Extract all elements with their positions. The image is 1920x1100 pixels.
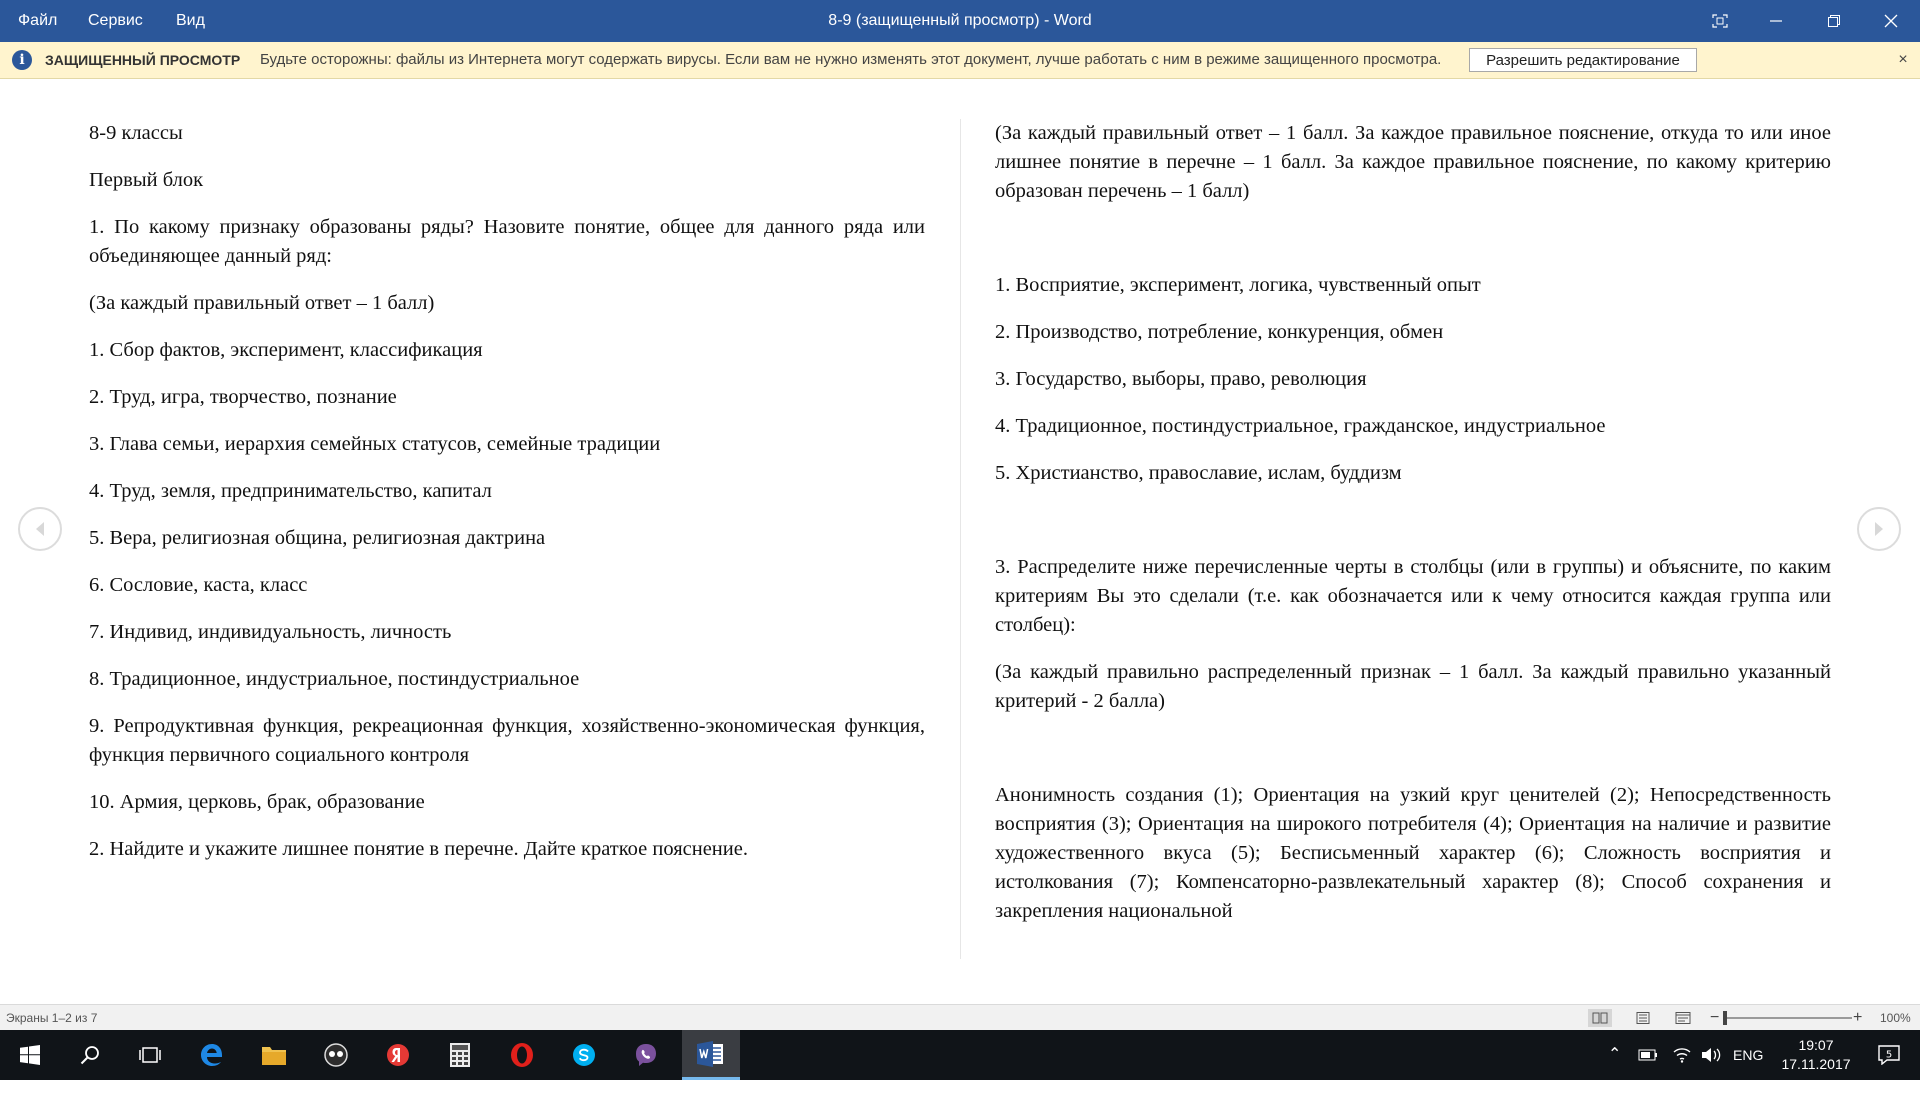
status-bar xyxy=(0,1004,1920,1031)
doc-paragraph: (За каждый правильный ответ – 1 балл. За каждое правильное пояснение, откуда то или иное лишнее понятие в перечне – 1 балл. За каждое правильное пояснение, по какому критерию образован перечень – 1 балл) xyxy=(995,122,1831,202)
doc-paragraph: 4. Труд, земля, предпринимательство, капитал xyxy=(89,480,492,502)
folder-icon xyxy=(261,1044,287,1066)
protected-view-message: Будьте осторожны: файлы из Интернета могут содержать вирусы. Если вам не нужно изменять этот документ, лучше работать с ним в режиме защищенного просмотра. xyxy=(260,51,1442,68)
taskbar xyxy=(0,1030,1920,1080)
web-layout-button[interactable] xyxy=(1671,1009,1695,1027)
doc-paragraph: 3. Глава семьи, иерархия семейных статусов, семейные традиции xyxy=(89,433,661,455)
document-right-column xyxy=(995,119,1831,944)
empty-paragraph xyxy=(995,734,1831,763)
page-icon xyxy=(1636,1012,1650,1024)
taskbar-app-media[interactable] xyxy=(310,1030,362,1080)
speaker-glyph xyxy=(1700,1030,1722,1080)
zoom-level[interactable]: 100% xyxy=(1880,1011,1911,1025)
system-clock[interactable] xyxy=(1776,1036,1856,1074)
doc-paragraph: 2. Труд, игра, творчество, познание xyxy=(89,386,397,408)
doc-paragraph: Первый блок xyxy=(89,169,204,191)
search-button[interactable] xyxy=(64,1030,116,1080)
windows-logo-icon xyxy=(20,1045,40,1065)
taskbar-app-viber[interactable] xyxy=(620,1030,672,1080)
chevron-up-icon[interactable]: ⌃ xyxy=(1608,1046,1622,1063)
battery-icon[interactable] xyxy=(1638,1030,1658,1080)
zoom-slider[interactable] xyxy=(1726,1017,1852,1019)
restore-icon xyxy=(1828,15,1840,27)
page-indicator: Экраны 1–2 из 7 xyxy=(6,1011,98,1025)
minimize-button[interactable] xyxy=(1753,0,1799,42)
doc-paragraph: 4. Традиционное, постиндустриальное, гражданское, индустриальное xyxy=(995,415,1606,437)
word-icon xyxy=(697,1041,725,1067)
notifications-icon xyxy=(1878,1045,1900,1065)
doc-paragraph: 1. Восприятие, эксперимент, логика, чувственный опыт xyxy=(995,274,1481,296)
chevron-left-icon xyxy=(33,521,47,537)
book-icon xyxy=(1592,1012,1608,1024)
task-view-icon xyxy=(139,1046,161,1064)
doc-paragraph: 5. Христианство, православие, ислам, буддизм xyxy=(995,462,1402,484)
chevron-right-icon xyxy=(1872,521,1886,537)
restore-button[interactable] xyxy=(1811,0,1857,42)
document-left-column xyxy=(89,119,925,882)
enable-editing-button[interactable]: Разрешить редактирование xyxy=(1469,48,1697,72)
close-icon xyxy=(1884,14,1898,28)
action-center-button[interactable] xyxy=(1864,1030,1914,1080)
zoom-slider-thumb[interactable] xyxy=(1723,1011,1727,1025)
taskbar-app-calculator[interactable] xyxy=(434,1030,486,1080)
title-bar xyxy=(0,0,1920,42)
fullscreen-icon xyxy=(1712,14,1728,28)
taskbar-app-yandex[interactable] xyxy=(372,1030,424,1080)
doc-paragraph: 9. Репродуктивная функция, рекреационная функция, хозяйственно-экономическая функция, функция первичного социального контроля xyxy=(89,715,925,766)
opera-icon xyxy=(509,1042,535,1068)
doc-paragraph: 3. Государство, выборы, право, революция xyxy=(995,368,1367,390)
volume-icon[interactable] xyxy=(1700,1030,1722,1080)
previous-screen-button[interactable] xyxy=(18,507,62,551)
empty-paragraph xyxy=(995,506,1831,535)
wifi-icon[interactable] xyxy=(1672,1030,1692,1080)
menu-tools[interactable]: Сервис xyxy=(88,12,143,29)
task-view-button[interactable] xyxy=(124,1030,176,1080)
doc-paragraph: 8-9 классы xyxy=(89,122,183,144)
wifi-glyph xyxy=(1672,1030,1692,1080)
window-title: 8-9 (защищенный просмотр) - Word xyxy=(828,12,1092,29)
menu-file[interactable]: Файл xyxy=(18,12,58,29)
close-message-bar-icon[interactable]: × xyxy=(1898,51,1908,68)
doc-paragraph: Анонимность создания (1); Ориентация на узкий круг ценителей (2); Непосредственность восприятия (3); Ориентация на широкого потребителя (4); Ориентация на наличие и развитие художественного вкуса (5); Бесписьменный характер (6); Сложность восприятия и истолкования (7); Компенсаторно-развлекательный характер (8); Способ сохранения и закрепления национальной xyxy=(995,784,1831,922)
input-language[interactable]: ENG xyxy=(1733,1047,1764,1063)
search-icon xyxy=(80,1045,100,1065)
doc-paragraph: 1. Сбор фактов, эксперимент, классификация xyxy=(89,339,483,361)
protected-view-bar xyxy=(0,42,1920,79)
edge-icon xyxy=(199,1042,225,1068)
doc-paragraph: 8. Традиционное, индустриальное, постиндустриальное xyxy=(89,668,580,690)
notification-count: 5 xyxy=(1885,1049,1893,1061)
yandex-browser-icon xyxy=(385,1042,411,1068)
empty-paragraph xyxy=(995,224,1831,253)
fullscreen-button[interactable] xyxy=(1697,0,1743,42)
doc-paragraph: 6. Сословие, каста, класс xyxy=(89,574,308,596)
taskbar-app-opera[interactable] xyxy=(496,1030,548,1080)
doc-paragraph: 5. Вера, религиозная община, религиозная дактрина xyxy=(89,527,546,549)
clock-time: 19:07 xyxy=(1798,1037,1834,1053)
doc-paragraph: (За каждый правильный ответ – 1 балл) xyxy=(89,292,435,314)
column-divider xyxy=(960,119,961,959)
clock-date: 17.11.2017 xyxy=(1781,1056,1851,1072)
calculator-icon xyxy=(449,1042,471,1068)
next-screen-button[interactable] xyxy=(1857,507,1901,551)
doc-paragraph: 10. Армия, церковь, брак, образование xyxy=(89,791,425,813)
zoom-in-button[interactable]: + xyxy=(1853,1009,1863,1026)
taskbar-app-word[interactable] xyxy=(682,1030,740,1080)
close-button[interactable] xyxy=(1868,0,1914,42)
taskbar-app-skype[interactable] xyxy=(558,1030,610,1080)
media-player-icon xyxy=(323,1042,349,1068)
minimize-icon xyxy=(1770,15,1782,27)
viber-icon xyxy=(633,1042,659,1068)
battery-glyph xyxy=(1638,1030,1658,1080)
taskbar-app-explorer[interactable] xyxy=(248,1030,300,1080)
protected-view-label: ЗАЩИЩЕННЫЙ ПРОСМОТР xyxy=(45,52,241,68)
read-mode-button[interactable] xyxy=(1588,1009,1612,1027)
doc-paragraph: 1. По какому признаку образованы ряды? Назовите понятие, общее для данного ряда или объединяющее данный ряд: xyxy=(89,216,925,267)
doc-paragraph: 3. Распределите ниже перечисленные черты в столбцы (или в группы) и объясните, по каким критериям Вы это сделали (т.е. как обозначается или к чему относится каждая группа или столбец): xyxy=(995,556,1831,636)
document-area xyxy=(0,79,1920,1004)
start-button[interactable] xyxy=(4,1030,56,1080)
doc-paragraph: 2. Найдите и укажите лишнее понятие в перечне. Дайте краткое пояснение. xyxy=(89,838,748,860)
doc-paragraph: 2. Производство, потребление, конкуренция, обмен xyxy=(995,321,1444,343)
taskbar-app-edge[interactable] xyxy=(186,1030,238,1080)
menu-view[interactable]: Вид xyxy=(176,12,205,29)
doc-paragraph: 7. Индивид, индивидуальность, личность xyxy=(89,621,452,643)
skype-icon xyxy=(571,1042,597,1068)
zoom-out-button[interactable]: − xyxy=(1710,1009,1720,1026)
doc-paragraph: (За каждый правильно распределенный признак – 1 балл. За каждый правильно указанный критерий - 2 балла) xyxy=(995,661,1831,712)
print-layout-button[interactable] xyxy=(1631,1009,1655,1027)
web-layout-icon xyxy=(1675,1012,1691,1024)
info-icon: i xyxy=(12,50,32,70)
